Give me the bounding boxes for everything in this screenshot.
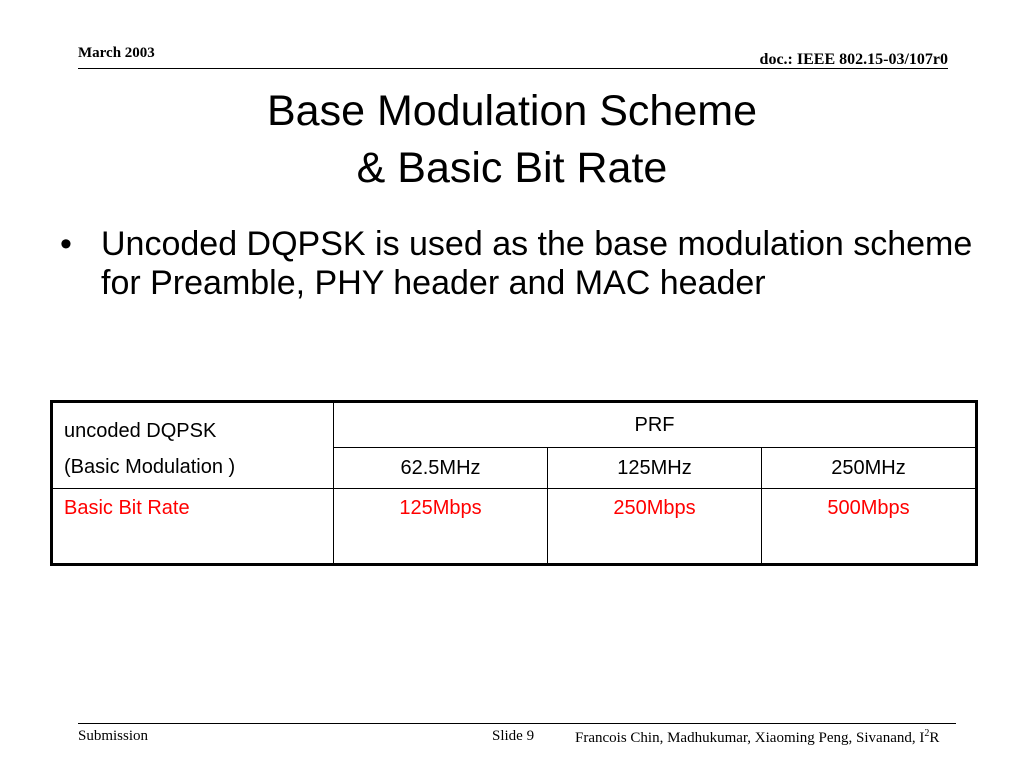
column-header: 62.5MHz — [334, 448, 548, 489]
corner-line-2: (Basic Modulation ) — [64, 456, 236, 478]
row-value: 500Mbps — [762, 489, 977, 565]
footer-authors-suffix: R — [929, 730, 940, 746]
bullet-text: Uncoded DQPSK is used as the base modulation scheme for Preamble, PHY header and MAC header — [101, 225, 973, 302]
column-header: 250MHz — [762, 448, 977, 489]
bullet-item — [60, 225, 980, 303]
slide-title-line-1: Base Modulation Scheme — [266, 87, 757, 135]
table-row — [52, 489, 977, 565]
slide-title-line-2: & Basic Bit Rate — [356, 144, 668, 192]
header-divider — [78, 68, 948, 69]
table-corner-cell — [52, 402, 334, 489]
header-doc-id: doc.: IEEE 802.15-03/107r0 — [759, 51, 948, 68]
slide-title — [0, 83, 1024, 197]
bitrate-table — [50, 400, 978, 566]
footer-divider — [78, 723, 956, 724]
footer-authors-sup: 2 — [924, 728, 930, 739]
footer-slide-number: Slide 9 — [492, 728, 535, 744]
bullet-dot-icon: • — [60, 225, 72, 263]
row-label: Basic Bit Rate — [52, 489, 334, 565]
corner-line-1: uncoded DQPSK — [64, 420, 217, 442]
column-header: 125MHz — [548, 448, 762, 489]
footer-submission: Submission — [78, 728, 149, 744]
row-value: 250Mbps — [548, 489, 762, 565]
footer-authors-prefix: Francois Chin, Madhukumar, Xiaoming Peng, Sivanand, I — [575, 730, 925, 746]
prf-header: PRF — [334, 402, 977, 448]
row-value: 125Mbps — [334, 489, 548, 565]
footer-authors — [575, 728, 939, 747]
header-date: March 2003 — [78, 45, 155, 61]
